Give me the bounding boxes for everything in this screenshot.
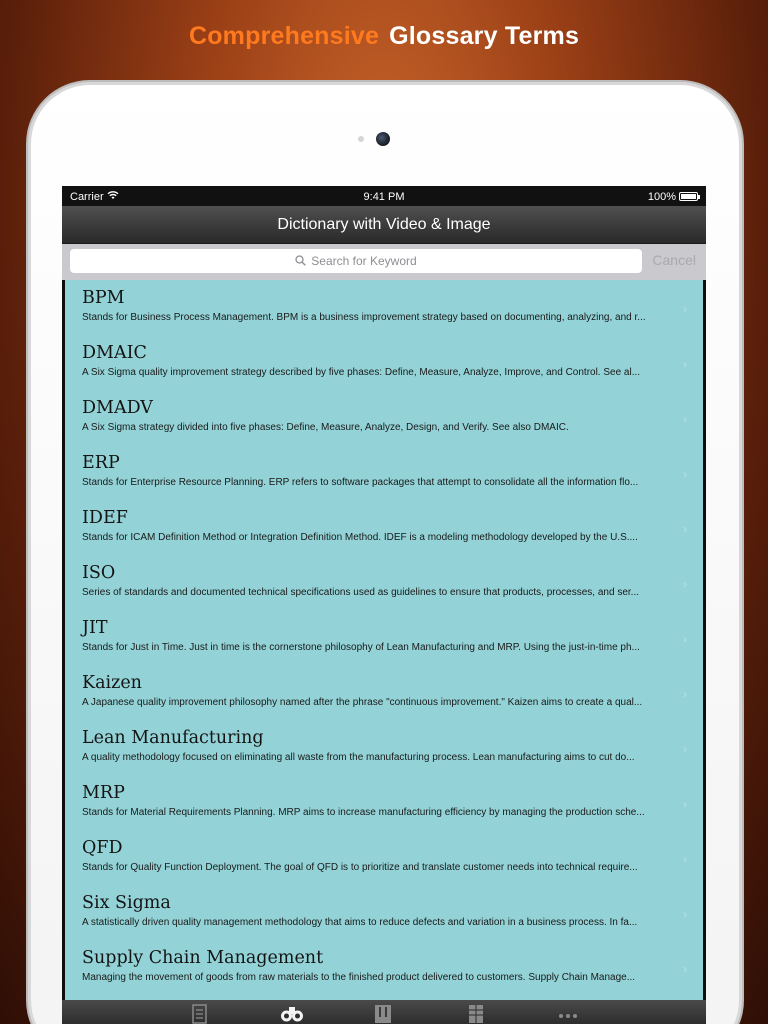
app-screen	[62, 186, 706, 1024]
book-icon	[373, 1004, 393, 1024]
chevron-right-icon: ›	[683, 852, 687, 866]
banner-word-glossary-terms: Glossary Terms	[389, 22, 580, 50]
glossary-description: A Six Sigma strategy divided into five phases: Define, Measure, Analyze, Design, and Verify. See also DMAIC.	[82, 422, 569, 433]
carrier-label: Carrier	[70, 191, 104, 203]
glossary-row[interactable]	[65, 280, 703, 335]
glossary-description: Stands for Just in Time. Just in time is the cornerstone philosophy of Lean Manufacturing and MRP. Using the just-in-time ph...	[82, 642, 640, 653]
document-list-icon	[190, 1004, 210, 1024]
chevron-right-icon: ›	[683, 962, 687, 976]
chevron-right-icon: ›	[683, 577, 687, 591]
chevron-right-icon: ›	[683, 632, 687, 646]
glossary-term: BPM	[82, 288, 125, 308]
glossary-description: A Japanese quality improvement philosophy named after the phrase "continuous improvement." Kaizen aims to create a qual...	[82, 697, 643, 708]
tab-more[interactable]	[556, 1004, 580, 1024]
search-input[interactable]	[70, 249, 642, 273]
glossary-row[interactable]	[65, 775, 703, 830]
chevron-right-icon: ›	[683, 302, 687, 316]
glossary-row[interactable]	[65, 390, 703, 445]
glossary-row[interactable]	[65, 665, 703, 720]
glossary-description: A Six Sigma quality improvement strategy described by five phases: Define, Measure, Analyze, Improve, and Control. See al...	[82, 367, 641, 378]
tab-document-list[interactable]	[190, 1004, 210, 1024]
glossary-term: IDEF	[82, 508, 128, 528]
search-placeholder: Search for Keyword	[311, 254, 417, 268]
sensor-dot	[358, 136, 364, 142]
glossary-description: A quality methodology focused on eliminating all waste from the manufacturing process. Lean manufacturing aims to cut do...	[82, 752, 635, 763]
chevron-right-icon: ›	[683, 687, 687, 701]
nav-title: Dictionary with Video & Image	[62, 206, 706, 244]
glossary-row[interactable]	[65, 940, 703, 995]
banner-word-comprehensive: Comprehensive	[188, 22, 380, 50]
glossary-row[interactable]	[65, 885, 703, 940]
status-bar	[62, 186, 706, 206]
glossary-term: Kaizen	[82, 673, 142, 693]
binoculars-icon	[280, 1004, 304, 1024]
glossary-row[interactable]	[65, 445, 703, 500]
glossary-description: Managing the movement of goods from raw materials to the finished product delivered to customers. Supply Chain Manage...	[82, 972, 636, 983]
glossary-row[interactable]	[65, 555, 703, 610]
clock: 9:41 PM	[363, 191, 405, 203]
glossary-term: JIT	[82, 618, 108, 638]
tab-table[interactable]	[466, 1004, 486, 1024]
glossary-term: Six Sigma	[82, 893, 171, 913]
glossary-term: MRP	[82, 783, 125, 803]
tab-binoculars[interactable]	[280, 1004, 304, 1024]
glossary-row[interactable]	[65, 335, 703, 390]
glossary-list	[65, 280, 703, 1000]
more-icon	[556, 1004, 580, 1024]
tab-book[interactable]	[373, 1004, 393, 1024]
glossary-term: Lean Manufacturing	[82, 728, 264, 748]
glossary-description: Stands for Material Requirements Planning. MRP aims to increase manufacturing efficiency by managing the production sche...	[82, 807, 645, 818]
search-icon	[295, 255, 306, 266]
glossary-row[interactable]	[65, 610, 703, 665]
glossary-term: ISO	[82, 563, 116, 583]
chevron-right-icon: ›	[683, 522, 687, 536]
glossary-term: DMAIC	[82, 343, 147, 363]
glossary-description: A statistically driven quality management methodology that aims to reduce defects and variation in a business process. In fa...	[82, 917, 638, 928]
glossary-term: DMADV	[82, 398, 153, 418]
glossary-row[interactable]	[65, 720, 703, 775]
chevron-right-icon: ›	[683, 907, 687, 921]
glossary-description: Series of standards and documented technical specifications used as guidelines to ensure that products, processes, and ser...	[82, 587, 639, 598]
cancel-button[interactable]: Cancel	[652, 252, 696, 268]
tab-bar	[62, 1000, 706, 1024]
chevron-right-icon: ›	[683, 797, 687, 811]
search-bar	[62, 244, 706, 280]
glossary-description: Stands for Quality Function Deployment. The goal of QFD is to prioritize and translate customer needs into technical require...	[82, 862, 638, 873]
glossary-term: QFD	[82, 838, 123, 858]
glossary-row[interactable]	[65, 830, 703, 885]
glossary-term: Supply Chain Management	[82, 948, 324, 968]
glossary-description: Stands for ICAM Definition Method or Integration Definition Method. IDEF is a modeling methodology developed by the U.S....	[82, 532, 638, 543]
battery-percent: 100%	[647, 191, 676, 203]
glossary-term: ERP	[82, 453, 120, 473]
glossary-description: Stands for Business Process Management. BPM is a business improvement strategy based on documenting, analyzing, and r...	[82, 312, 646, 323]
chevron-right-icon: ›	[683, 412, 687, 426]
glossary-description: Stands for Enterprise Resource Planning. ERP refers to software packages that attempt to consolidate all the information flo...	[82, 477, 639, 488]
promo-banner	[0, 22, 768, 58]
battery-icon	[679, 192, 698, 201]
chevron-right-icon: ›	[683, 467, 687, 481]
glossary-row[interactable]	[65, 500, 703, 555]
table-icon	[466, 1004, 486, 1024]
chevron-right-icon: ›	[683, 742, 687, 756]
front-camera	[376, 132, 390, 146]
chevron-right-icon: ›	[683, 357, 687, 371]
